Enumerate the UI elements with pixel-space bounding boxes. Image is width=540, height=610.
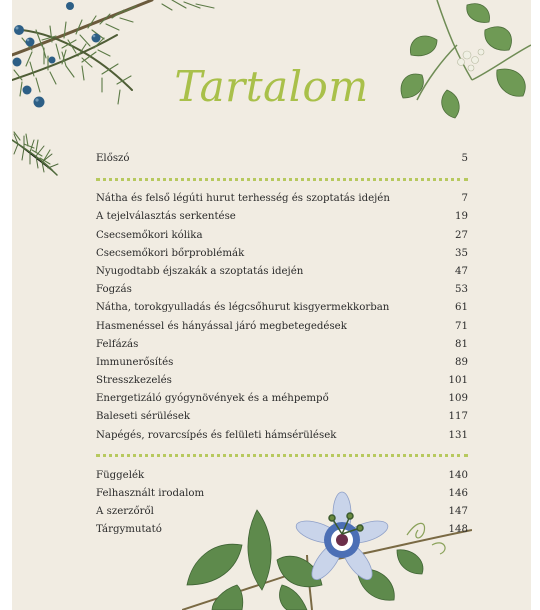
toc-entry-label: Csecsemőkori bőrproblémák <box>96 247 245 259</box>
toc-entry-page: 35 <box>455 247 468 259</box>
toc-entry-page: 5 <box>461 153 468 164</box>
toc-entry-label: A tejelválasztás serkentése <box>96 211 236 223</box>
toc-entry-label: Nátha, torokgyulladás és légcsőhurut kisgyermekkorban <box>96 302 390 314</box>
toc-entry-page: 47 <box>455 265 468 277</box>
toc-entry-label: A szerzőről <box>96 506 154 518</box>
toc-entry[interactable] <box>96 372 468 390</box>
toc-entry[interactable] <box>96 521 468 539</box>
toc-entry-label: Fogzás <box>96 284 132 296</box>
toc-entry-page: 61 <box>455 302 468 314</box>
toc-entry[interactable] <box>96 190 468 208</box>
toc-entry-page: 117 <box>448 411 468 423</box>
toc-entry-page: 148 <box>448 524 468 536</box>
toc-entry[interactable] <box>96 336 468 354</box>
toc-entry-page: 7 <box>461 193 468 205</box>
page-title: Tartalom <box>174 62 369 111</box>
toc-entry[interactable] <box>96 390 468 408</box>
toc-entry-page: 131 <box>448 429 468 441</box>
toc-entry-page: 140 <box>448 469 468 481</box>
toc-entry[interactable] <box>96 427 468 445</box>
toc-entry-page: 89 <box>455 356 468 368</box>
toc-entry[interactable] <box>96 281 468 299</box>
book-page <box>12 0 531 610</box>
toc-entry-page: 101 <box>448 375 468 387</box>
toc-entry[interactable] <box>96 208 468 226</box>
toc-entry-label: Stresszkezelés <box>96 375 172 387</box>
toc-entry-page: 146 <box>448 488 468 499</box>
toc-entry-label: Csecsemőkori kólika <box>96 229 203 241</box>
toc-entry-page: 53 <box>455 284 468 296</box>
toc-entry-page: 71 <box>455 320 468 332</box>
fern-sprig-illustration <box>12 130 62 180</box>
toc-entry-label: Felfázás <box>96 338 139 350</box>
toc-entry-label: Energetizáló gyógynövények és a méhpempő <box>96 393 329 405</box>
toc-entry-page: 109 <box>448 393 468 405</box>
toc-entry[interactable] <box>96 503 468 521</box>
toc-entry[interactable] <box>96 354 468 372</box>
toc-entry-label: Nyugodtabb éjszakák a szoptatás idején <box>96 265 304 277</box>
toc-entry-label: Nátha és felső légúti hurut terhesség és szoptatás idején <box>96 193 390 205</box>
toc-entry[interactable] <box>96 150 468 168</box>
dotted-separator <box>96 445 468 467</box>
toc-entry[interactable] <box>96 227 468 245</box>
toc-entry-label: Hasmenéssel és hányással járó megbetegedések <box>96 320 347 332</box>
toc-entry[interactable] <box>96 318 468 336</box>
toc-entry[interactable] <box>96 245 468 263</box>
toc-entry-page: 81 <box>455 338 468 350</box>
toc-entry[interactable] <box>96 408 468 426</box>
toc-entry[interactable] <box>96 467 468 485</box>
toc-entry[interactable] <box>96 299 468 317</box>
toc-entry-label: Felhasznált irodalom <box>96 488 205 499</box>
toc-entry-label: Baleseti sérülések <box>96 411 191 423</box>
table-of-contents <box>96 150 468 540</box>
toc-entry-label: Immunerősítés <box>96 356 174 368</box>
toc-entry-label: Napégés, rovarcsípés és felületi hámsérülések <box>96 429 337 441</box>
toc-entry[interactable] <box>96 485 468 503</box>
toc-entry-page: 27 <box>455 229 468 241</box>
toc-entry-label: Előszó <box>96 153 130 164</box>
toc-entry-page: 19 <box>455 211 468 223</box>
toc-entry[interactable] <box>96 263 468 281</box>
dotted-separator <box>96 168 468 190</box>
toc-entry-label: Tárgymutató <box>96 524 162 536</box>
toc-entry-label: Függelék <box>96 469 145 481</box>
toc-entry-page: 147 <box>448 506 468 518</box>
